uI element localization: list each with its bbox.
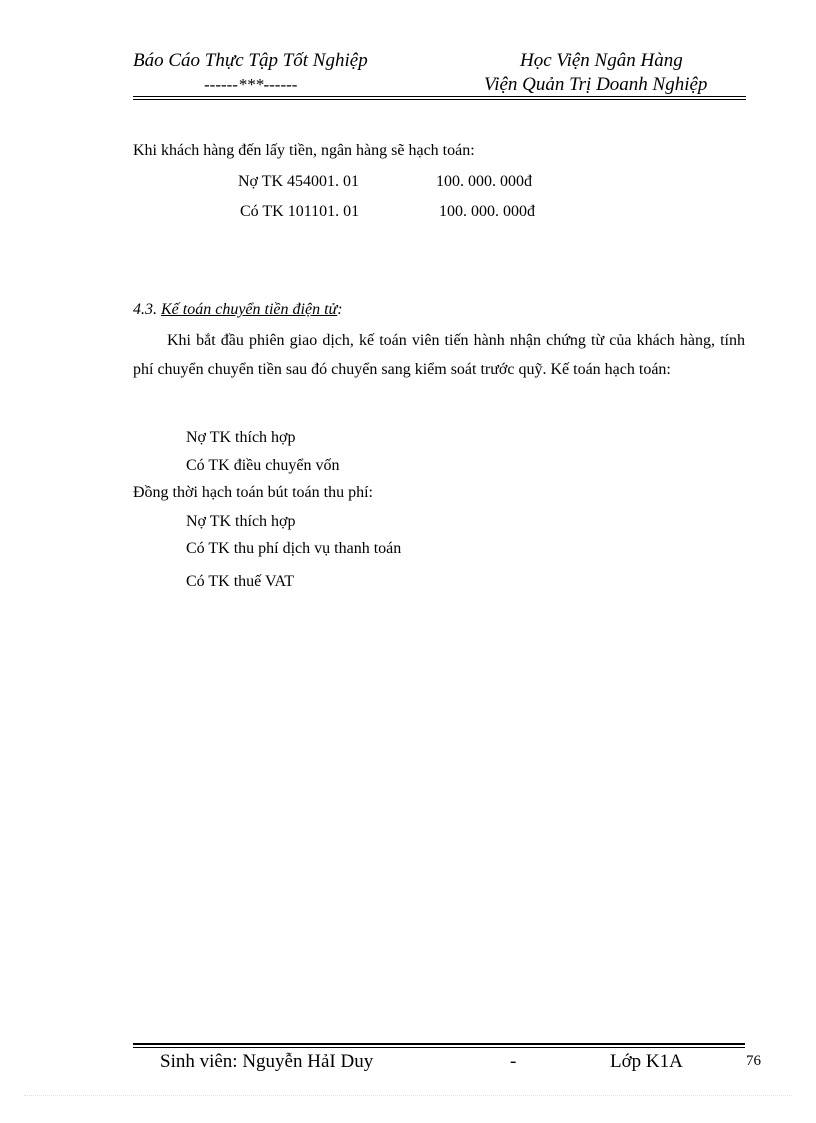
entry-debit-amount: 100. 000. 000đ: [436, 173, 532, 190]
section-paragraph: Khi bắt đầu phiên giao dịch, kế toán viên tiến hành nhận chứng từ của khách hàng, tính phí chuyển chuyển tiền sau đó chuyển sang kiểm soát trước quỹ. Kế toán hạch toán:: [133, 332, 745, 378]
page-number: 76: [746, 1053, 761, 1069]
footer-class: Lớp K1A: [610, 1051, 683, 1072]
journal-line: Nợ TK thích hợp: [186, 513, 296, 530]
header-left-subtitle: ------***------: [204, 75, 298, 94]
footer-separator: -: [510, 1051, 517, 1072]
section-number: 4.3.: [133, 301, 157, 318]
section-title: Kế toán chuyển tiền điện tử: [161, 301, 338, 318]
entry-credit-amount: 100. 000. 000đ: [439, 203, 535, 220]
page-edge: [24, 1095, 792, 1096]
header-rule-double: [133, 99, 746, 100]
footer-student: Sinh viên: Nguyễn HảI Duy: [160, 1051, 374, 1072]
section-colon: :: [337, 301, 343, 318]
footer-rule: [133, 1043, 745, 1045]
footer-rule-double: [133, 1047, 745, 1048]
journal-line: Nợ TK thích hợp: [186, 429, 296, 446]
header-left-title: Báo Cáo Thực Tập Tốt Nghiệp: [133, 50, 368, 71]
fee-intro: Đồng thời hạch toán bút toán thu phí:: [133, 484, 373, 501]
journal-line: Có TK thu phí dịch vụ thanh toán: [186, 540, 402, 557]
intro-line: Khi khách hàng đến lấy tiền, ngân hàng sẽ hạch toán:: [133, 142, 475, 159]
header-right-title: Học Viện Ngân Hàng: [520, 50, 683, 71]
journal-line: Có TK điều chuyển vốn: [186, 457, 340, 474]
journal-line: Có TK thuế VAT: [186, 573, 295, 590]
header-right-subtitle: Viện Quản Trị Doanh Nghiệp: [484, 74, 708, 95]
header-rule: [133, 96, 746, 97]
entry-credit-account: Có TK 101101. 01: [240, 203, 360, 220]
section-heading: [133, 301, 343, 319]
entry-debit-account: Nợ TK 454001. 01: [238, 173, 360, 190]
